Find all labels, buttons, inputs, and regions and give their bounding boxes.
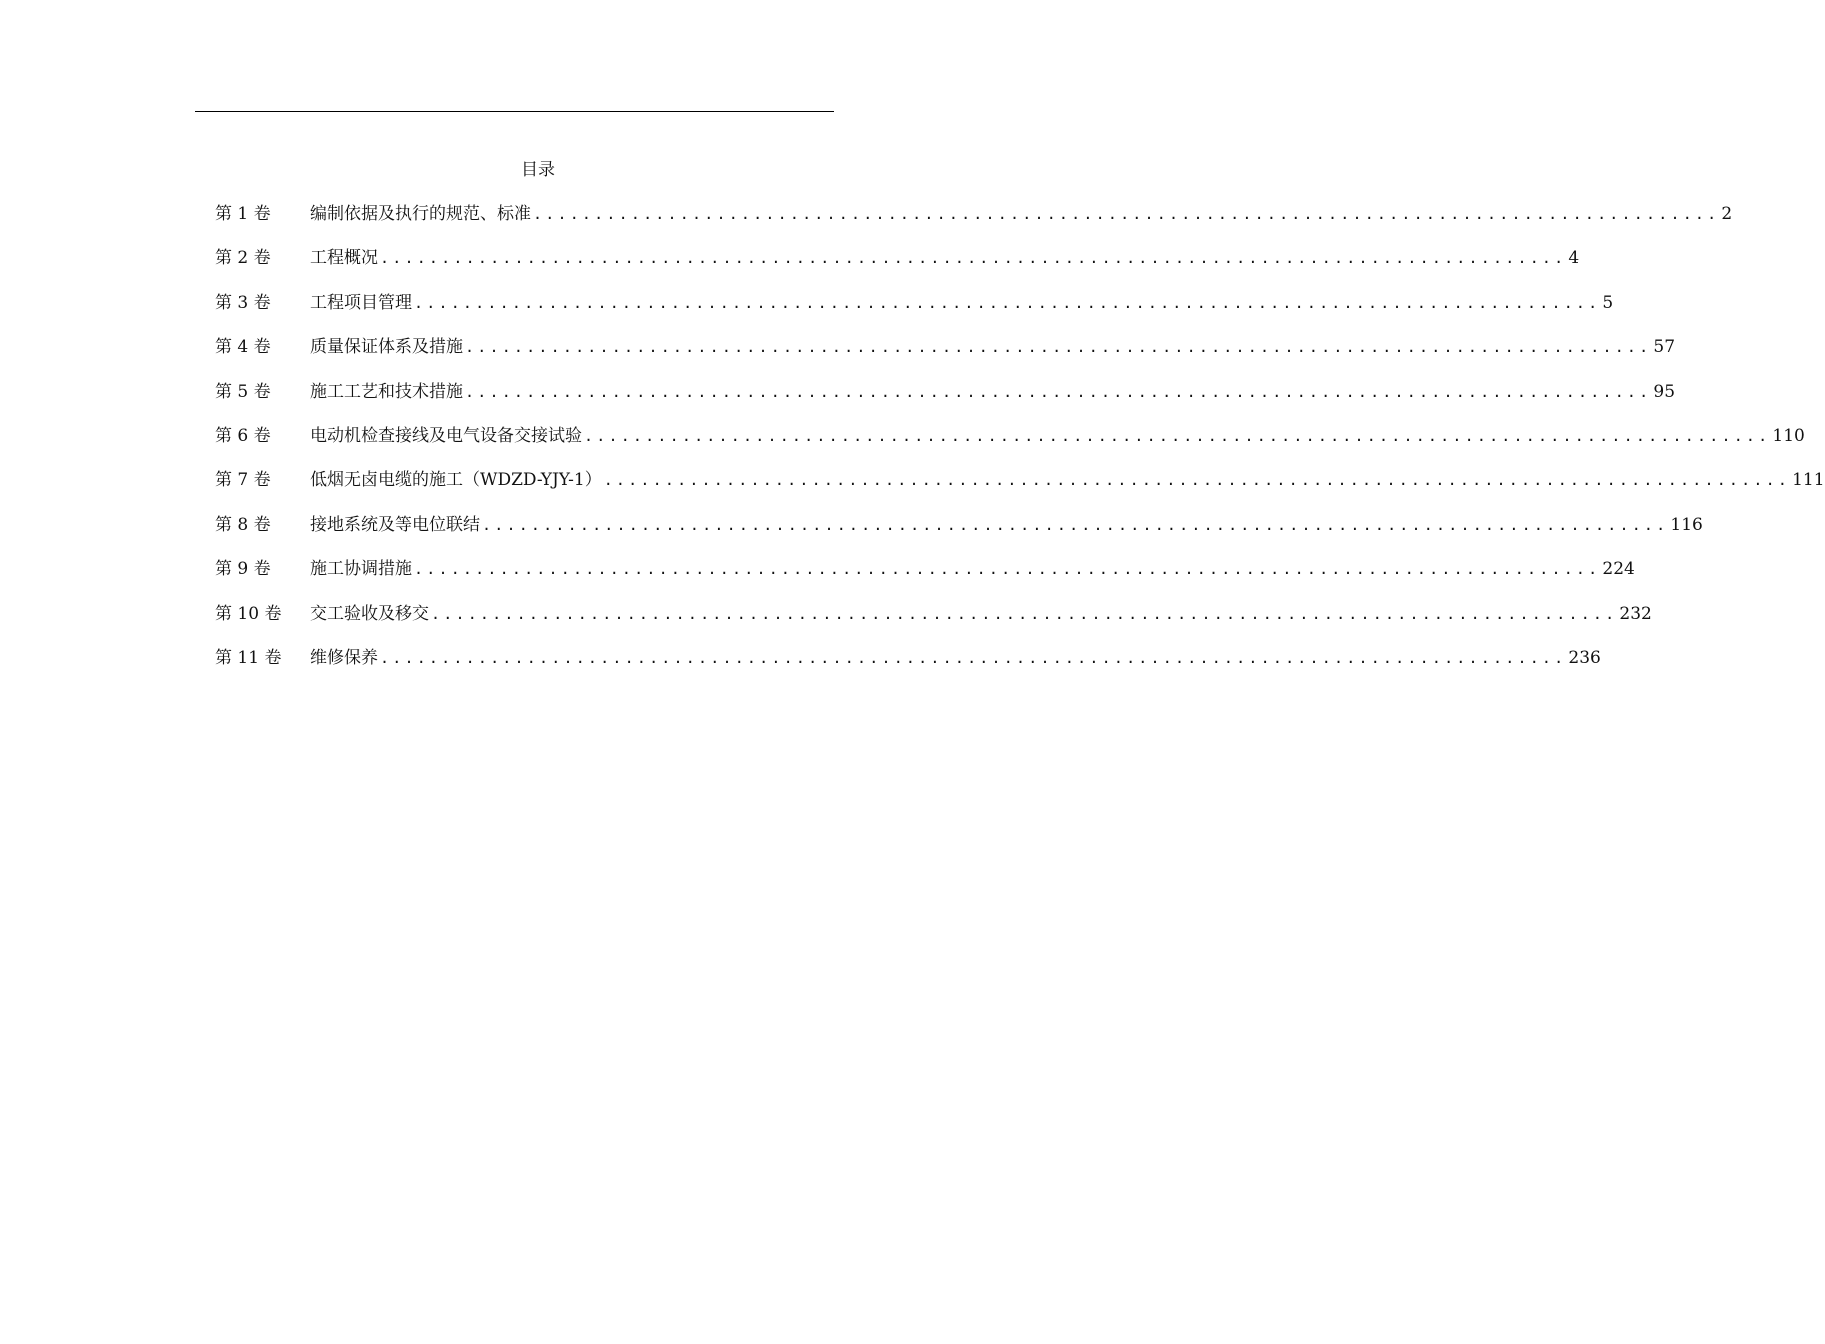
toc-volume-number: 第 5 卷	[215, 381, 271, 402]
toc-title: 目录	[521, 160, 555, 180]
toc-entry[interactable]	[215, 380, 1676, 424]
toc-entry[interactable]	[215, 468, 1825, 512]
toc-dot-leader: .................................................................................................	[380, 648, 1567, 667]
toc-volume-number: 第 1 卷	[215, 204, 271, 224]
toc-dot-leader: .................................................................................................	[584, 426, 1771, 445]
toc-volume-number: 第 9 卷	[215, 559, 271, 580]
toc-entry-title: 质量保证体系及措施	[310, 337, 463, 358]
toc-volume-number: 第 2 卷	[215, 248, 271, 269]
toc-dot-leader: .................................................................................................	[380, 249, 1567, 268]
toc-page-number: 232	[1619, 603, 1652, 624]
toc-dot-leader: .................................................................................................	[465, 382, 1652, 401]
toc-entry[interactable]	[215, 424, 1805, 468]
toc-page-number: 116	[1670, 514, 1703, 535]
toc-page-number: 5	[1602, 292, 1614, 313]
toc-dot-leader: .................................................................................................	[414, 293, 1601, 312]
toc-volume-number: 第 3 卷	[215, 292, 271, 313]
toc-entry-title: 施工协调措施	[310, 559, 412, 580]
toc-entry-title: 接地系统及等电位联结	[310, 514, 480, 535]
toc-page-number: 95	[1653, 381, 1676, 402]
toc-volume-number: 第 4 卷	[215, 337, 271, 358]
toc-entry-title: 维修保养	[310, 647, 378, 668]
toc-page-number: 110	[1772, 425, 1805, 446]
toc-volume-number: 第 6 卷	[215, 425, 271, 446]
toc-volume-number: 第 10 卷	[215, 603, 282, 624]
toc-entry-title: 电动机检查接线及电气设备交接试验	[310, 425, 582, 446]
toc-entry-title: 编制依据及执行的规范、标准	[310, 204, 531, 224]
toc-volume-number: 第 11 卷	[215, 647, 282, 668]
table-of-contents	[215, 202, 1825, 690]
toc-dot-leader: .................................................................................................	[431, 604, 1618, 623]
toc-page-number: 111	[1792, 470, 1825, 491]
toc-entry[interactable]	[215, 246, 1580, 290]
toc-entry[interactable]	[215, 513, 1703, 557]
header-rule	[195, 111, 834, 112]
toc-entry[interactable]	[215, 602, 1652, 646]
toc-entry-title: 施工工艺和技术措施	[310, 381, 463, 402]
toc-entry-title: 工程概况	[310, 248, 378, 269]
toc-page-number: 2	[1721, 204, 1733, 224]
toc-entry-title: 工程项目管理	[310, 292, 412, 313]
toc-dot-leader: .................................................................................................	[482, 515, 1669, 534]
toc-entry[interactable]	[215, 291, 1614, 335]
toc-dot-leader: .................................................................................................	[533, 205, 1720, 223]
toc-dot-leader: .................................................................................................	[465, 338, 1652, 357]
toc-entry[interactable]	[215, 335, 1676, 379]
toc-entry-title: 低烟无卤电缆的施工（WDZD-YJY-1）	[310, 470, 602, 491]
toc-dot-leader: .................................................................................................	[414, 560, 1601, 579]
toc-page-number: 4	[1568, 248, 1580, 269]
toc-entry[interactable]	[215, 202, 1733, 246]
toc-entry[interactable]	[215, 646, 1601, 690]
toc-page-number: 57	[1653, 337, 1676, 358]
toc-volume-number: 第 7 卷	[215, 470, 271, 491]
toc-entry[interactable]	[215, 557, 1635, 601]
toc-page-number: 236	[1568, 647, 1601, 668]
toc-volume-number: 第 8 卷	[215, 514, 271, 535]
toc-page-number: 224	[1602, 559, 1635, 580]
toc-entry-title: 交工验收及移交	[310, 603, 429, 624]
toc-dot-leader: .................................................................................................	[603, 471, 1791, 490]
